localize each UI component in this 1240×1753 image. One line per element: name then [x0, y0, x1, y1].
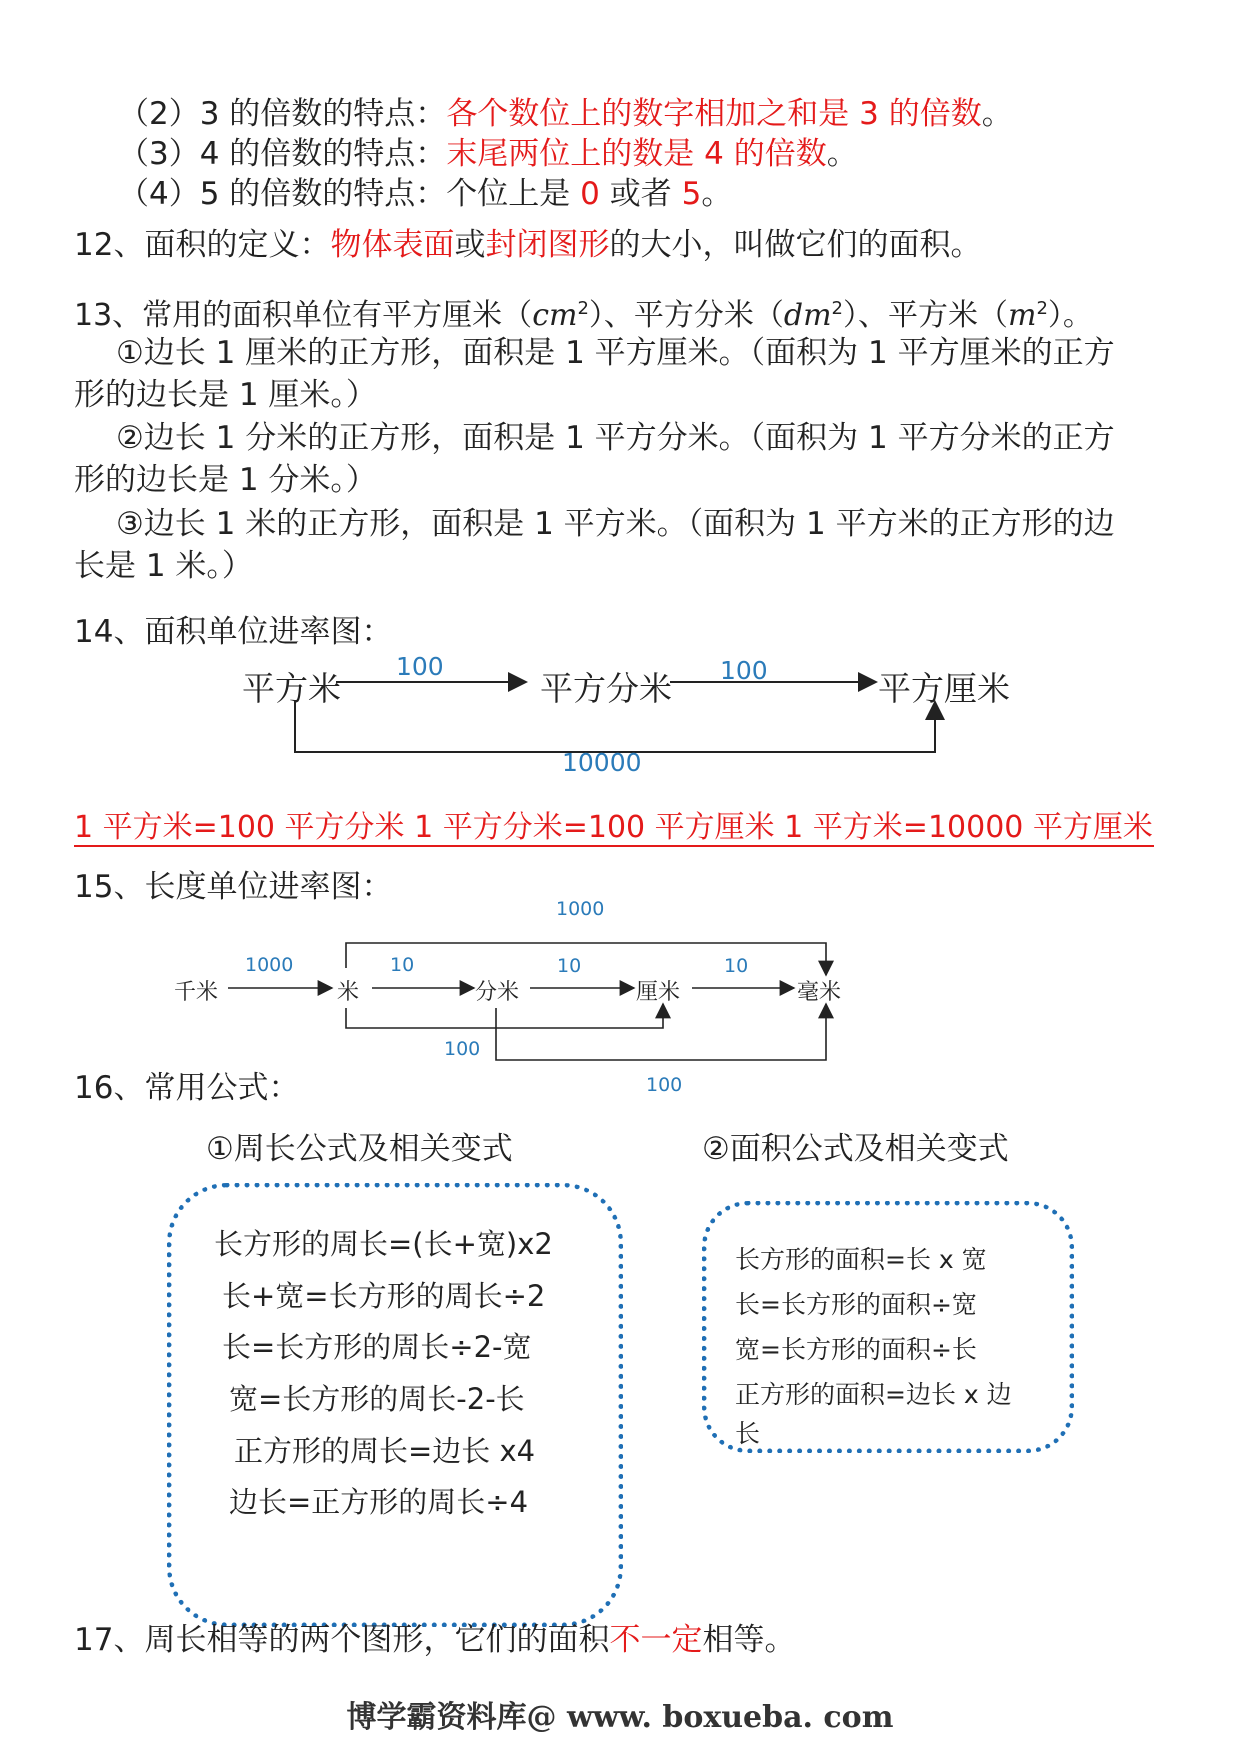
node-kilometer: 千米 — [174, 980, 219, 1005]
s13-line3: ③边长 1 米的正方形，面积是 1 平方米。（面积为 1 平方米的正方形的边 — [116, 506, 1115, 542]
item-5-mid: 或者 — [599, 176, 682, 212]
s13-sep2: ）、平方米（ — [843, 298, 1008, 333]
perimeter-formula-box — [167, 1183, 623, 1627]
s13-sep1: ）、平方分米（ — [588, 298, 784, 333]
rate-m-mm: 1000 — [556, 898, 605, 920]
rate-dm-cm: 10 — [557, 955, 582, 977]
area-formula: 正方形的面积=边长 x 边 — [735, 1380, 1012, 1409]
node-decimeter: 分米 — [475, 980, 520, 1005]
perimeter-formula: 宽=长方形的周长-2-长 — [229, 1382, 525, 1416]
node-centimeter: 厘米 — [636, 980, 681, 1005]
area-formula-cutoff-text: 长 — [735, 1419, 761, 1448]
len-arrow-m-cm — [346, 1004, 663, 1028]
item-4-prefix: （3）4 的倍数的特点： — [118, 136, 447, 172]
s16-title: 16、常用公式： — [74, 1070, 300, 1106]
item-12-closed-shape: 封闭图形 — [485, 227, 610, 263]
s13-line1: ①边长 1 厘米的正方形，面积是 1 平方厘米。（面积为 1 平方厘米的正方 — [116, 335, 1115, 371]
item-4-suffix: 。 — [826, 136, 858, 172]
rate-m-cm: 100 — [444, 1038, 481, 1060]
s13-end: ）。 — [1047, 298, 1093, 333]
unit-dm-exp: 2 — [831, 298, 843, 319]
perimeter-formula: 长=长方形的周长÷2-宽 — [222, 1330, 532, 1364]
unit-m-exp: 2 — [1036, 298, 1048, 319]
item-4-rule: 末尾两位上的数是 4 的倍数 — [446, 136, 827, 172]
item-17-not-necessarily: 不一定 — [609, 1622, 703, 1658]
s14-title: 14、面积单位进率图： — [74, 614, 393, 650]
len-arrow-m-mm — [346, 943, 826, 975]
unit-dm: dm — [783, 298, 832, 333]
rate-dm2-cm2: 100 — [720, 656, 768, 685]
item-5-suffix: 。 — [701, 176, 733, 212]
s13-intro-text: 13、常用的面积单位有平方厘米（ — [74, 298, 533, 333]
perimeter-formula: 边长=正方形的周长÷4 — [229, 1485, 529, 1519]
rate-m2-cm2: 10000 — [562, 748, 642, 777]
item-3-prefix: （2）3 的倍数的特点： — [118, 96, 447, 132]
item-17-suffix: 相等。 — [702, 1622, 796, 1658]
s13-line2b: 形的边长是 1 分米。） — [74, 462, 377, 498]
item-5-digit-5: 5 — [681, 176, 702, 212]
perimeter-formula: 长+宽=长方形的周长÷2 — [222, 1279, 546, 1313]
item-3-rule: 各个数位上的数字相加之和是 3 的倍数 — [446, 96, 982, 132]
unit-cm-exp: 2 — [577, 298, 589, 319]
item-12-suffix: 的大小，叫做它们的面积。 — [609, 227, 982, 263]
rate-km-m: 1000 — [245, 954, 294, 976]
item-5-prefix: （4）5 的倍数的特点：个位上是 — [118, 176, 581, 212]
node-millimeter: 毫米 — [797, 980, 842, 1005]
perimeter-formula: 长方形的周长=(长+宽)x2 — [214, 1227, 553, 1261]
area-conversion-summary: 1 平方米=100 平方分米 1 平方分米=100 平方厘米 1 平方米=10000 平方厘米 — [74, 810, 1153, 845]
unit-cm: cm — [532, 298, 578, 333]
area-formulas-title: ②面积公式及相关变式 — [702, 1131, 1009, 1167]
item-17-perimeter-area — [74, 1620, 795, 1660]
len-arrow-dm-mm — [496, 1004, 826, 1060]
s13-line2: ②边长 1 分米的正方形，面积是 1 平方分米。（面积为 1 平方分米的正方 — [116, 420, 1115, 456]
rate-m-dm: 10 — [390, 954, 415, 976]
watermark: 博学霸资料库@ www. boxueba. com — [346, 1700, 894, 1735]
area-formula-box — [702, 1201, 1074, 1453]
item-17-prefix: 17、周长相等的两个图形，它们的面积 — [74, 1622, 610, 1658]
rate-cm-mm: 10 — [724, 955, 749, 977]
node-square-meter: 平方米 — [242, 669, 341, 708]
s15-title: 15、长度单位进率图： — [74, 869, 393, 905]
item-3-suffix: 。 — [981, 96, 1013, 132]
perimeter-formulas-title: ①周长公式及相关变式 — [206, 1131, 513, 1167]
perimeter-formula: 正方形的周长=边长 x4 — [234, 1434, 536, 1468]
s13-line3b: 长是 1 米。） — [74, 548, 253, 584]
area-formula: 长=长方形的面积÷宽 — [735, 1290, 977, 1319]
node-square-decimeter: 平方分米 — [540, 669, 672, 708]
area-formula-cutoff — [735, 1414, 761, 1448]
node-meter: 米 — [337, 980, 360, 1005]
node-square-centimeter: 平方厘米 — [878, 669, 1010, 708]
rate-m2-dm2: 100 — [396, 652, 444, 681]
area-formula: 长方形的面积=长 x 宽 — [735, 1245, 987, 1274]
rate-dm-mm: 100 — [646, 1074, 683, 1096]
item-12-or: 或 — [454, 227, 486, 263]
area-formula: 宽=长方形的面积÷长 — [735, 1335, 977, 1364]
item-5-digit-0: 0 — [580, 176, 600, 212]
item-12-prefix: 12、面积的定义： — [74, 227, 331, 263]
s13-line1b: 形的边长是 1 厘米。） — [74, 377, 377, 413]
item-12-surface: 物体表面 — [330, 227, 455, 263]
unit-m: m — [1008, 298, 1037, 333]
